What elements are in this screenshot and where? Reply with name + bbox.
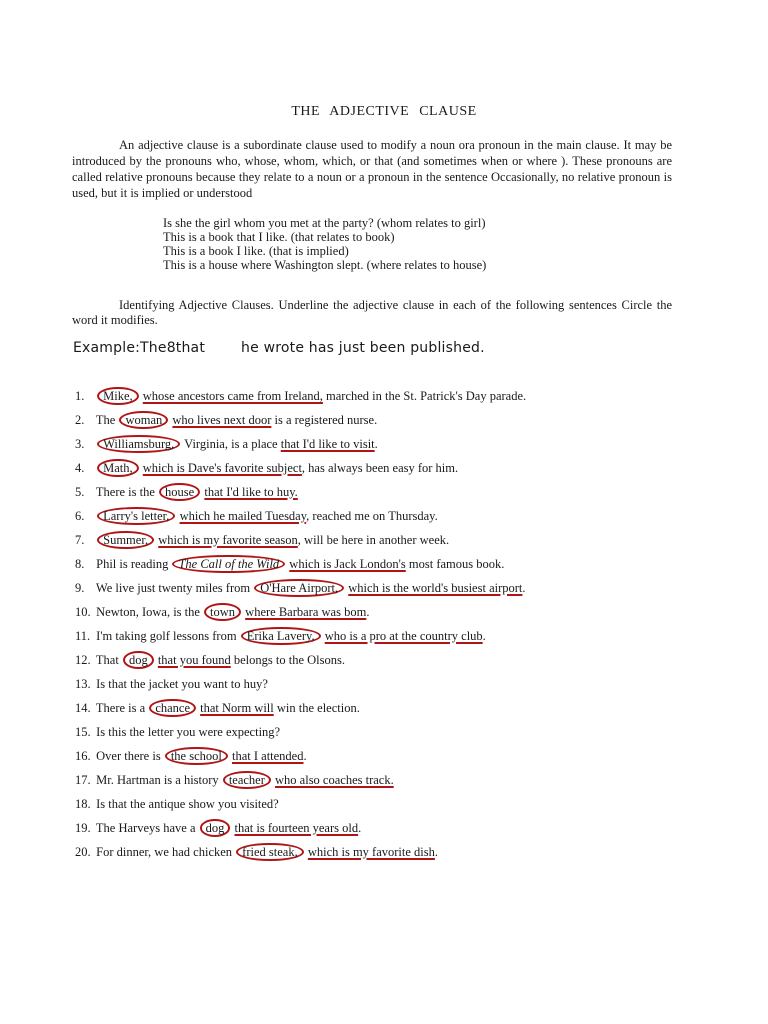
underlined-clause: who is a pro at the country club [324,629,483,643]
item-text: The Harveys have a [95,821,199,835]
circled-word: the school [165,747,228,765]
exercise-item [75,771,715,795]
example-sentence: This is a book I like. (that is implied) [163,244,349,258]
item-text: Is this the letter you were expecting? [96,725,281,739]
item-text: marched in the St. Patrick's Day parade. [322,389,527,403]
underlined-clause: which is the world's busiest airport [348,581,523,595]
item-text: For dinner, we had chicken [96,845,236,859]
item-number: 12. [75,653,91,667]
item-text: , has always been easy for him. [301,461,459,475]
circled-word: Larry's letter, [97,507,175,525]
underlined-clause: who also coaches track. [275,773,394,787]
example-sentence: This is a book that I like. (that relates to book) [163,230,395,244]
item-text: belongs to the Olsons. [230,653,345,667]
item-text: Virginia, is a place [181,437,281,451]
item-number: 8. [75,557,85,571]
intro-paragraph: An adjective clause is a subordinate clause used to modify a noun ora pronoun in the main clause. It may be introduced by the pronouns who, whose, whom, which, or that (and sometimes when or where ). These pronouns are called relative pronouns because they relate to a noun or a pronoun in the sentence Occasionally, no relative pronoun is used, but it is implied or understood [72,138,672,200]
circled-word: The Call of the Wild [172,555,285,573]
example-line-start: Example:The8that [73,340,206,356]
item-text: , reached me on Thursday. [306,509,438,523]
item-number: 1. [75,389,85,403]
item-text: Is that the jacket you want to huy? [96,677,268,691]
instructions-paragraph: Identifying Adjective Clauses. Underline the adjective clause in each of the following sentences Circle the word it modifies. [72,298,672,327]
exercise-item [75,699,715,723]
exercise-item [75,435,715,459]
circled-word: Mike, [97,387,139,405]
exercise-item [75,819,715,843]
underlined-clause: who lives next door [172,413,272,427]
underlined-clause: which is Dave's favorite subject [142,461,302,475]
exercise-item [75,627,715,651]
item-text: There is the [95,485,159,499]
circled-word: town [204,603,241,621]
item-text: . [434,845,439,859]
item-text: Over there is [96,749,164,763]
item-text: . [366,605,370,619]
item-number: 20. [75,845,91,859]
item-number: 15. [75,725,91,739]
exercise-item [75,483,715,507]
exercise-item [75,411,715,435]
item-number: 3. [75,437,85,451]
item-text: most famous book. [405,557,505,571]
item-text: That [95,653,122,667]
underlined-clause: that I'd like to huy. [204,485,298,499]
circled-word: O'Hare Airport, [254,579,344,597]
circled-word: chance [149,699,196,717]
exercise-item [75,531,715,555]
circled-word: dog [123,651,154,669]
exercise-item [75,555,715,579]
item-number: 10. [75,605,91,619]
item-text: . [374,437,378,451]
item-text: . [522,581,526,595]
item-text: The [95,413,119,427]
example-line [73,340,485,356]
circled-word: Williamsburg, [97,435,180,453]
item-number: 7. [75,533,85,547]
item-number: 11. [75,629,91,643]
item-number: 6. [75,509,85,523]
exercise-item [75,507,715,531]
item-number: 4. [75,461,85,475]
item-text: There is a [95,701,149,715]
circled-word: Erika Lavery, [241,627,321,645]
item-number: 14. [75,701,91,715]
exercise-item [75,675,715,699]
exercise-item [75,579,715,603]
underlined-clause: that you found [157,653,231,667]
underlined-clause: whose ancestors came from Ireland, [142,389,323,403]
exercise-item [75,603,715,627]
item-text: We live just twenty miles from [95,581,254,595]
item-text: . [358,821,362,835]
item-text: is a registered nurse. [271,413,378,427]
item-number: 2. [75,413,85,427]
underlined-clause: which is Jack London's [289,557,406,571]
item-text: Phil is reading [96,557,172,571]
item-text: Mr. Hartman is a history [96,773,222,787]
circled-word: fried steak, [236,843,304,861]
underlined-clause: which is my favorite season [158,533,298,547]
item-number: 16. [75,749,91,763]
circled-word: dog [200,819,231,837]
example-line-end: he wrote has just been published. [241,340,485,356]
item-text: . [482,629,486,643]
underlined-clause: that Norm will [200,701,274,715]
example-sentence: Is she the girl whom you met at the party? (whom relates to girl) [163,216,486,230]
underlined-clause: where Barbara was bom [245,605,367,619]
item-number: 5. [75,485,85,499]
item-number: 19. [75,821,91,835]
example-sentence: This is a house where Washington slept. (where relates to house) [163,258,487,272]
exercise-item [75,459,715,483]
item-number: 17. [75,773,91,787]
item-text: . [303,749,307,763]
item-text: Is that the antique show you visited? [96,797,279,811]
circled-word: house [159,483,200,501]
circled-word: Math, [97,459,139,477]
item-text: I'm taking golf lessons from [96,629,240,643]
underlined-clause: which is my favorite dish [307,845,435,859]
exercise-item [75,843,715,867]
underlined-clause: that I attended [231,749,304,763]
circled-word: teacher [223,771,271,789]
item-text: Newton, Iowa, is the [96,605,204,619]
example-sentences [163,216,663,272]
circled-word: woman [119,411,168,429]
exercise-item [75,747,715,771]
item-number: 18. [75,797,91,811]
exercise-item [75,651,715,675]
underlined-clause: that is fourteen years old [234,821,359,835]
exercise-list [75,387,715,867]
circled-word: Summer, [97,531,154,549]
page-title: THE ADJECTIVE CLAUSE [291,104,477,119]
exercise-item [75,795,715,819]
underlined-clause: which he mailed Tuesday [179,509,307,523]
item-text: , will be here in another week. [297,533,450,547]
item-text: win the election. [273,701,360,715]
item-number: 9. [75,581,85,595]
underlined-clause: that I'd like to visit [280,437,375,451]
exercise-item [75,723,715,747]
exercise-item [75,387,715,411]
item-number: 13. [75,677,91,691]
